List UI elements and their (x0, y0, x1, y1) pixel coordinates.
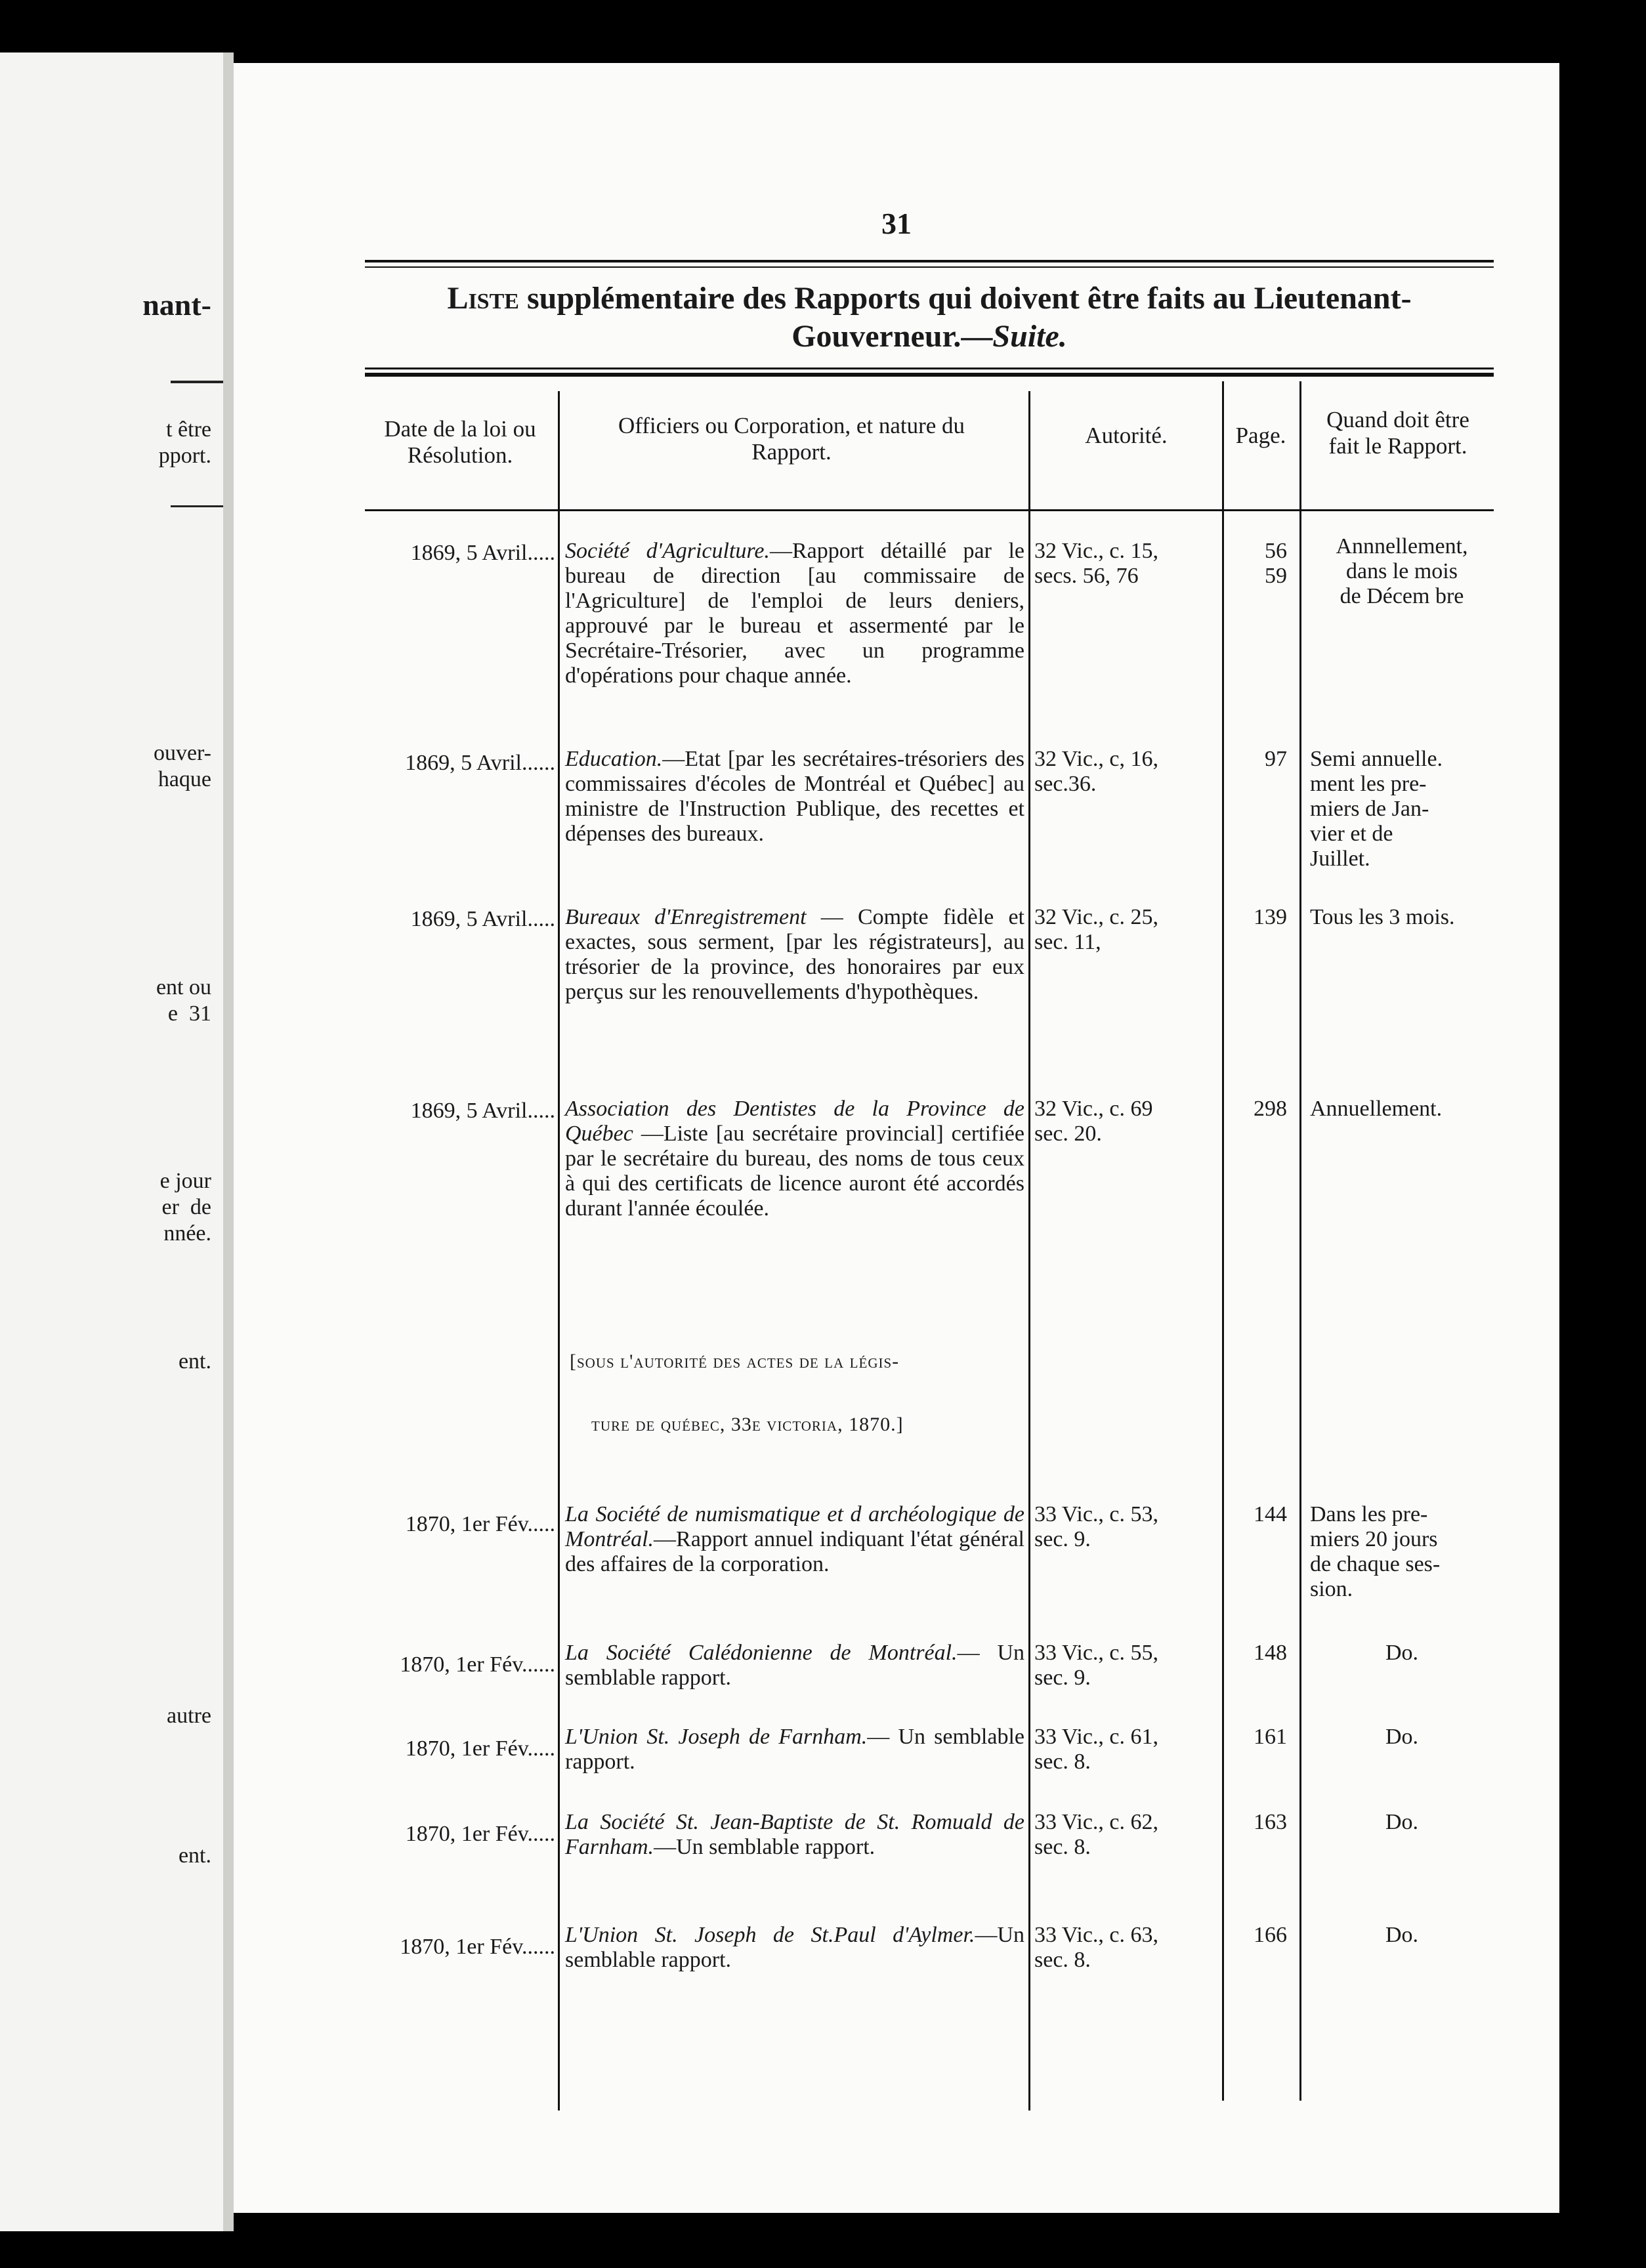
row-page: 148 (1254, 1641, 1287, 1665)
row-autorite: 33 Vic., c. 62, sec. 8. (1034, 1810, 1159, 1859)
row-name: La Société St. Jean-Baptiste de St. Romuald de Farnham. (565, 1810, 1024, 1859)
row-quand: Do. (1385, 1725, 1419, 1749)
row-officiers (565, 905, 1024, 1005)
row-page: 56 59 (1265, 539, 1287, 588)
row-date: 1870, 1er Fév..... (405, 1512, 555, 1536)
left-fragment: e jour er de nnée. (159, 1169, 211, 1246)
header-date: Date de la loi ou Résolution. (384, 416, 536, 468)
row-date: 1870, 1er Fév..... (405, 1736, 555, 1761)
row-quand: Do. (1385, 1641, 1419, 1665)
row-name: Société d'Agriculture. (565, 539, 770, 563)
row-officiers (565, 1725, 1024, 1774)
header-top-rule-thick (365, 373, 1494, 377)
row-name: La Société de numismatique et d archéologique de Montréal. (565, 1502, 1024, 1551)
authority-note-line2: ture de québec, 33e victoria, 1870.] (591, 1414, 904, 1435)
left-fragment: autre (167, 1704, 211, 1728)
title-line1: supplémentaire des Rapports qui doivent être faits au Lieutenant- (526, 281, 1412, 316)
title-line2: Gouverneur.— (791, 319, 993, 354)
row-text: — Compte fidèle et exactes, sous serment, [par les régistrateurs], au trésorier de la province, des honoraires par eux perçus sur les renouvellements d'hypothèques. (565, 905, 1024, 1004)
row-date: 1870, 1er Fév...... (400, 1935, 555, 1959)
row-autorite: 32 Vic., c, 16, sec.36. (1034, 747, 1159, 796)
header-officiers: Officiers ou Corporation, et nature du Rapport. (618, 413, 965, 465)
row-date: 1869, 5 Avril...... (405, 751, 555, 775)
row-page: 139 (1254, 905, 1287, 929)
header-quand: Quand doit être fait le Rapport. (1326, 407, 1469, 459)
row-page: 97 (1265, 747, 1287, 771)
title-smallcaps: Liste (447, 281, 519, 316)
row-page: 161 (1254, 1725, 1287, 1749)
row-officiers (565, 1502, 1024, 1577)
row-quand: Do. (1385, 1923, 1419, 1947)
title-top-rule-thin (365, 266, 1494, 268)
row-autorite: 32 Vic., c. 15, secs. 56, 76 (1034, 539, 1159, 588)
row-officiers (565, 1810, 1024, 1860)
row-quand: Semi annuelle. ment les pre- miers de Jan- vier et de Juillet. (1310, 747, 1443, 871)
header-page: Page. (1235, 423, 1286, 448)
document-page (234, 63, 1559, 2213)
column-divider (1299, 381, 1301, 2101)
row-officiers (565, 539, 1024, 688)
row-officiers (565, 1641, 1024, 1690)
row-quand: Annuellement. (1310, 1097, 1443, 1121)
row-name: L'Union St. Joseph de Farnham. (565, 1725, 868, 1749)
header-bottom-rule (365, 509, 1494, 511)
row-date: 1869, 5 Avril..... (410, 541, 555, 565)
left-fragment-title: nant- (142, 288, 211, 322)
row-text: —Etat [par les secrétaires-trésoriers des commissaires d'écoles de Montréal et Québec] au ministre de l'Instruction Publique, des recettes et dépenses des bureaux. (565, 747, 1024, 846)
row-officiers (565, 747, 1024, 847)
row-text: — Un semblable rapport. (565, 1725, 1024, 1774)
row-date: 1869, 5 Avril..... (410, 907, 555, 931)
row-autorite: 32 Vic., c. 69 sec. 20. (1034, 1097, 1153, 1146)
row-text: —Rapport annuel indiquant l'état général des affaires de la corporation. (565, 1527, 1024, 1576)
left-page-fragment (0, 52, 223, 2231)
row-quand: Tous les 3 mois. (1310, 905, 1455, 929)
row-name: La Société Calédonienne de Montréal. (565, 1641, 958, 1665)
row-text: —Rapport détaillé par le bureau de direction [au commissaire de l'Agriculture] de l'emploi de leurs deniers, approuvé par le bureau et assermenté par le Secrétaire-Trésorier, avec un programme d'opérations pour chaque année. (565, 539, 1024, 688)
row-date: 1869, 5 Avril..... (410, 1099, 555, 1123)
row-quand: Dans les pre- miers 20 jours de chaque ses- sion. (1310, 1502, 1441, 1601)
row-date: 1870, 1er Fév...... (400, 1652, 555, 1677)
authority-note-line1: [sous l'autorité des actes de la légis- (570, 1351, 900, 1372)
header-top-rule (365, 368, 1494, 369)
row-page: 144 (1254, 1502, 1287, 1526)
row-page: 298 (1254, 1097, 1287, 1121)
left-fragment: ent. (178, 1349, 211, 1374)
row-date: 1870, 1er Fév..... (405, 1822, 555, 1846)
page-spine (223, 52, 234, 2231)
left-fragment: t être pport. (158, 417, 211, 468)
row-page: 163 (1254, 1810, 1287, 1834)
left-rule (171, 381, 223, 383)
row-name: Education. (565, 747, 663, 771)
left-fragment: ent ou e 31 (156, 975, 211, 1026)
row-name: L'Union St. Joseph de St.Paul d'Aylmer. (565, 1923, 975, 1947)
column-divider (1028, 391, 1030, 2110)
row-name: Bureaux d'Enregistrement (565, 905, 807, 929)
row-officiers (565, 1923, 1024, 1973)
row-autorite: 33 Vic., c. 53, sec. 9. (1034, 1502, 1159, 1551)
header-autorite: Autorité. (1085, 423, 1168, 448)
title-suite: Suite. (992, 319, 1067, 354)
page-number: 31 (881, 207, 912, 240)
left-rule (171, 505, 223, 507)
row-name: Association des Dentistes de la Province de Québec (565, 1097, 1024, 1146)
row-text: —Liste [au secrétaire provincial] certifiée par le secrétaire du bureau, des noms de tous ceux à qui des certificats de licence auront été accordés durant l'année écoulée. (565, 1122, 1024, 1221)
row-quand: Do. (1385, 1810, 1419, 1834)
column-divider (558, 391, 560, 2110)
row-text: —Un semblable rapport. (565, 1923, 1024, 1972)
row-quand: Annnellement, dans le mois de Décem bre (1336, 534, 1468, 608)
row-officiers (565, 1097, 1024, 1221)
page-title (365, 280, 1494, 356)
row-text: — Un semblable rapport. (565, 1641, 1024, 1690)
row-autorite: 33 Vic., c. 61, sec. 8. (1034, 1725, 1159, 1774)
column-divider (1222, 381, 1224, 2101)
left-fragment: ouver- haque (153, 741, 211, 791)
row-autorite: 33 Vic., c. 55, sec. 9. (1034, 1641, 1159, 1690)
row-page: 166 (1254, 1923, 1287, 1947)
left-fragment: ent. (178, 1843, 211, 1868)
row-autorite: 33 Vic., c. 63, sec. 8. (1034, 1923, 1159, 1972)
row-text: —Un semblable rapport. (654, 1835, 876, 1859)
row-autorite: 32 Vic., c. 25, sec. 11, (1034, 905, 1159, 954)
title-top-rule (365, 260, 1494, 262)
